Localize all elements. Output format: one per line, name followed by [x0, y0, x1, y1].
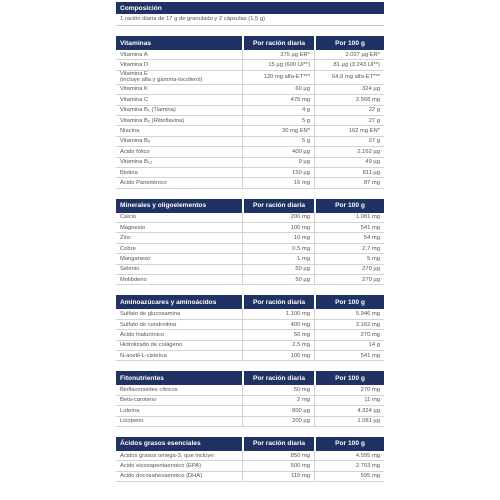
sections-container: [116, 26, 384, 482]
per-100g-value: 2.162 mg: [314, 320, 384, 329]
nutrient-name: Vitamina B₂ (Riboflavina): [120, 117, 185, 124]
per-serving-value: 60 µg: [242, 85, 314, 94]
per-100g-header: Por 100 g: [314, 295, 384, 309]
nutrient-name: Zinc: [120, 235, 131, 242]
nutrient-name: Hidrolizado de colágeno: [120, 342, 183, 349]
nutrient-name: Magnesio: [120, 224, 146, 231]
per-serving-header: Por ración diaria: [242, 295, 314, 309]
table-row: [116, 417, 384, 427]
per-100g-value: 1.081 mg: [314, 213, 384, 222]
per-100g-value: 87 mg: [314, 178, 384, 187]
nutrient-name: Cobre: [120, 245, 136, 252]
per-serving-value: 5 g: [242, 137, 314, 146]
section-gap: [116, 427, 384, 437]
section-header: [116, 295, 384, 309]
nutrient-name: Ácido eicosapentaenoico (EPA): [120, 463, 202, 470]
section-header: [116, 199, 384, 213]
table-row: [116, 85, 384, 95]
table-row: [116, 116, 384, 126]
per-serving-value: 16 mg: [242, 178, 314, 187]
per-serving-value: 475 mg: [242, 95, 314, 104]
per-100g-value: 2.568 mg: [314, 95, 384, 104]
table-row: [116, 320, 384, 330]
table-row: [116, 126, 384, 136]
per-100g-value: 5.946 mg: [314, 309, 384, 318]
per-serving-value: 400 mg: [242, 320, 314, 329]
table-row: [116, 158, 384, 168]
table-row: [116, 351, 384, 361]
nutrient-name: Niacina: [120, 128, 140, 135]
per-100g-value: 2.162 µg: [314, 147, 384, 156]
table-row: [116, 60, 384, 70]
nutrient-name: Sulfato de condroitina: [120, 321, 177, 328]
per-serving-value: 50 µg: [242, 265, 314, 274]
per-100g-value: 270 µg: [314, 275, 384, 284]
per-serving-value: 100 mg: [242, 223, 314, 232]
per-serving-value: 850 mg: [242, 451, 314, 460]
section-gap: [116, 189, 384, 199]
per-serving-value: 200 mg: [242, 213, 314, 222]
per-serving-value: 150 µg: [242, 168, 314, 177]
per-100g-value: 270 µg: [314, 265, 384, 274]
section-header: [116, 437, 384, 451]
table-row: [116, 396, 384, 406]
per-serving-header: Por ración diaria: [242, 437, 314, 451]
table-row: [116, 137, 384, 147]
table-row: [116, 406, 384, 416]
per-100g-value: 81 µg (3.243 UI**): [314, 60, 384, 69]
section-title: Vitaminas: [120, 39, 152, 47]
table-row: [116, 213, 384, 223]
per-100g-value: 270 mg: [314, 330, 384, 339]
nutrient-name: Biotina: [120, 169, 138, 176]
table-row: [116, 223, 384, 233]
per-serving-value: 1.100 mg: [242, 309, 314, 318]
per-serving-value: 200 µg: [242, 417, 314, 426]
table-row: [116, 71, 384, 85]
nutrient-name: Ácido Pantoténico: [120, 179, 167, 186]
per-100g-value: 49 µg: [314, 158, 384, 167]
per-serving-value: 110 mg: [242, 472, 314, 481]
per-100g-value: 22 g: [314, 106, 384, 115]
table-row: [116, 178, 384, 188]
per-serving-value: 10 mg: [242, 233, 314, 242]
per-100g-value: 27 g: [314, 137, 384, 146]
section-header: [116, 36, 384, 50]
per-serving-value: 15 µg (600 UI**): [242, 60, 314, 69]
table-row: [116, 265, 384, 275]
per-100g-header: Por 100 g: [314, 36, 384, 50]
nutrient-name: Vitamina B₁₂: [120, 159, 153, 166]
per-serving-value: 800 µg: [242, 406, 314, 415]
per-serving-value: 9 µg: [242, 158, 314, 167]
per-serving-value: 4 g: [242, 106, 314, 115]
per-serving-value: 50 mg: [242, 330, 314, 339]
per-100g-header: Por 100 g: [314, 371, 384, 385]
per-100g-value: 162 mg EN*: [314, 126, 384, 135]
nutrient-name: Molibdeno: [120, 276, 147, 283]
per-100g-value: 5 mg: [314, 254, 384, 263]
per-100g-value: 2.027 µg ER*: [314, 50, 384, 59]
table-row: [116, 244, 384, 254]
nutrient-name: Vitamina B₆: [120, 138, 151, 145]
nutrient-name: Ácido fólico: [120, 148, 150, 155]
section-header: [116, 371, 384, 385]
per-serving-value: 120 mg alfa-ET***: [242, 71, 314, 84]
section-title: Minerales y oligoelementos: [120, 202, 207, 210]
section-gap: [116, 361, 384, 371]
nutrient-name: Manganeso: [120, 255, 151, 262]
per-serving-value: 2 mg: [242, 396, 314, 405]
per-serving-value: 375 µg ER*: [242, 50, 314, 59]
per-serving-value: 2,5 mg: [242, 341, 314, 350]
table-row: [116, 233, 384, 243]
per-100g-header: Por 100 g: [314, 437, 384, 451]
nutrition-table: [116, 0, 384, 482]
table-row: [116, 95, 384, 105]
table-row: [116, 50, 384, 60]
nutrient-name: Bioflavonoides cítricos: [120, 387, 178, 394]
per-100g-value: 595 mg: [314, 472, 384, 481]
nutrient-name: Ácidos grasos omega-3, que incluye:: [120, 452, 216, 459]
per-serving-header: Por ración diaria: [242, 199, 314, 213]
per-serving-header: Por ración diaria: [242, 371, 314, 385]
section-title: Ácidos grasos esenciales: [120, 440, 201, 448]
per-100g-value: 270 mg: [314, 385, 384, 394]
nutrient-name: Ácido docosahexaenoico (DHA): [120, 473, 203, 480]
per-serving-value: 50 µg: [242, 275, 314, 284]
table-row: [116, 385, 384, 395]
table-row: [116, 309, 384, 319]
table-row: [116, 147, 384, 157]
table-row: [116, 451, 384, 461]
nutrient-name: Vitamina K: [120, 86, 148, 93]
per-100g-header: Por 100 g: [314, 199, 384, 213]
composition-title: Composición: [120, 4, 162, 12]
per-100g-value: 541 mg: [314, 351, 384, 360]
per-serving-value: 500 mg: [242, 461, 314, 470]
nutrient-name: Luteína: [120, 407, 140, 414]
nutrient-name: Selenio: [120, 266, 140, 273]
composition-description: 1 ración diaria de 17 g de granulado y 2 cápsulas (1,5 g): [116, 14, 384, 26]
per-100g-value: 324 µg: [314, 85, 384, 94]
nutrient-name: Licopeno: [120, 418, 144, 425]
nutrient-name: Beta-caroteno: [120, 397, 157, 404]
per-100g-value: 11 mg: [314, 396, 384, 405]
per-100g-value: 14 g: [314, 341, 384, 350]
section-title: Fitonutrientes: [120, 374, 164, 382]
table-row: [116, 275, 384, 285]
table-row: [116, 461, 384, 471]
per-100g-value: 1.081 µg: [314, 417, 384, 426]
per-100g-value: 2.703 mg: [314, 461, 384, 470]
section-gap: [116, 285, 384, 295]
per-serving-value: 100 mg: [242, 351, 314, 360]
table-row: [116, 254, 384, 264]
nutrient-name: Vitamina A: [120, 51, 148, 58]
per-100g-value: 811 µg: [314, 168, 384, 177]
nutrient-name: Calcio: [120, 214, 137, 221]
per-100g-value: 4.595 mg: [314, 451, 384, 460]
per-100g-value: 64,9 mg alfa-ET***: [314, 71, 384, 84]
table-row: [116, 106, 384, 116]
table-row: [116, 472, 384, 482]
nutrient-name: Vitamina D: [120, 62, 149, 69]
per-serving-value: 400 µg: [242, 147, 314, 156]
per-100g-value: 27 g: [314, 116, 384, 125]
nutrient-name: Vitamina E (incluye alfa y gamma-tocoferol): [120, 71, 203, 84]
section-title: Aminoazúcares y aminoácidos: [120, 298, 217, 306]
nutrient-name: Ácido hialurónico: [120, 331, 165, 338]
per-serving-value: 1 mg: [242, 254, 314, 263]
per-100g-value: 4.324 µg: [314, 406, 384, 415]
nutrient-name: Sulfato de glucosamina: [120, 311, 181, 318]
per-100g-value: 541 mg: [314, 223, 384, 232]
table-row: [116, 341, 384, 351]
per-100g-value: 2,7 mg: [314, 244, 384, 253]
per-serving-value: 0,5 mg: [242, 244, 314, 253]
per-100g-value: 54 mg: [314, 233, 384, 242]
nutrient-name: N-acetil-L-cisteína: [120, 352, 167, 359]
section-gap: [116, 26, 384, 36]
per-serving-value: 50 mg: [242, 385, 314, 394]
nutrient-name: Vitamina C: [120, 96, 149, 103]
per-serving-value: 5 g: [242, 116, 314, 125]
per-serving-header: Por ración diaria: [242, 36, 314, 50]
nutrient-name: Vitamina B₁ (Tiamina): [120, 107, 176, 114]
composition-header: [116, 2, 384, 14]
table-row: [116, 330, 384, 340]
per-serving-value: 30 mg EN*: [242, 126, 314, 135]
table-row: [116, 168, 384, 178]
